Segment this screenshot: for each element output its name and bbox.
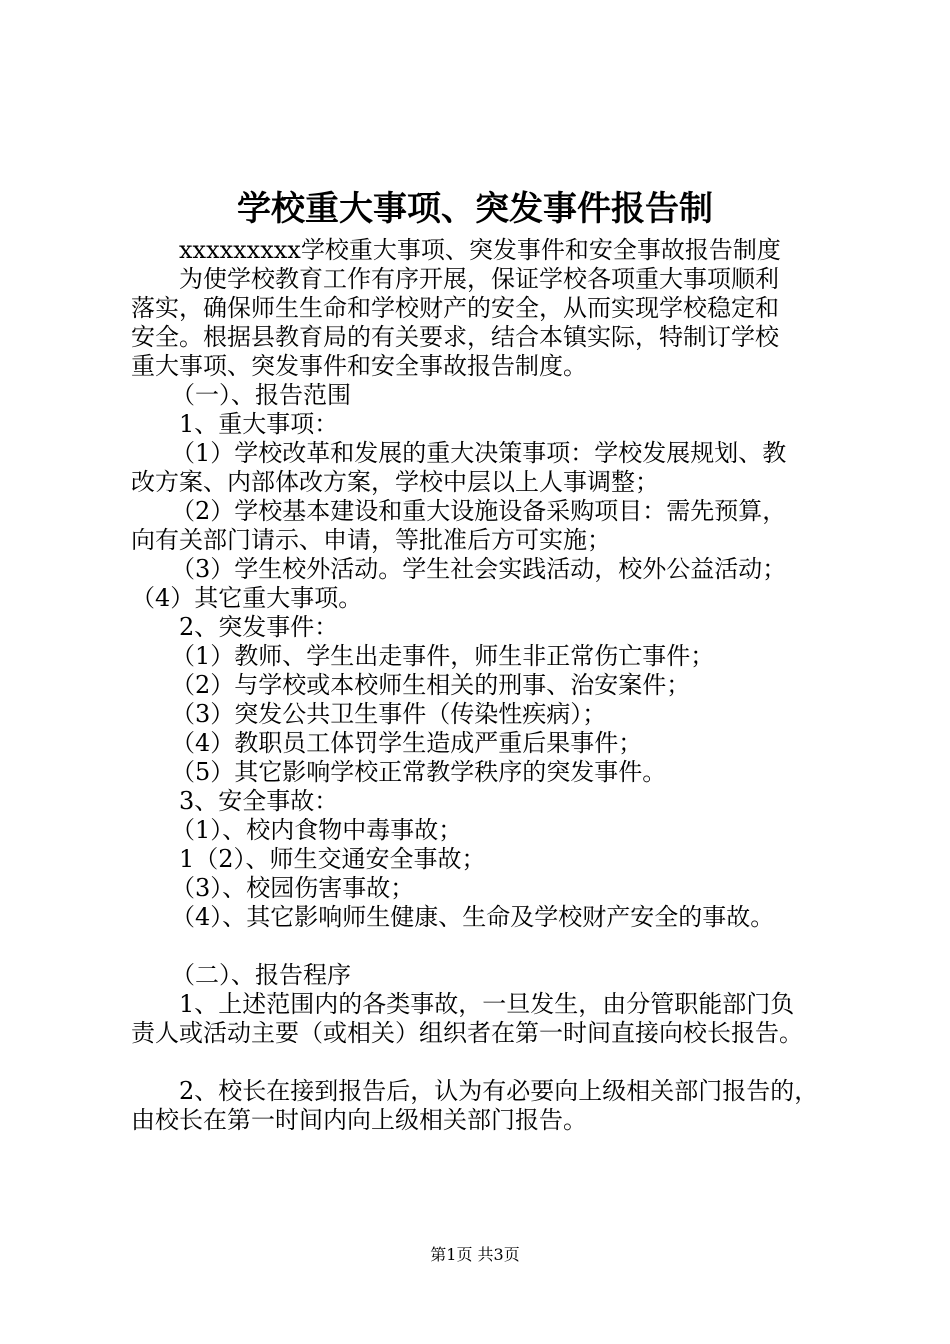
paragraph-line: （1）、校内食物中毒事故； <box>171 816 463 844</box>
paragraph-line: （3）、校园伤害事故； <box>171 874 415 902</box>
blank-line <box>131 932 831 961</box>
page-footer: 第1页 共3页 <box>430 1245 520 1264</box>
paragraph-line: 向有关部门请示、申请，等批准后方可实施； <box>131 526 611 554</box>
paragraph-line: （一）、报告范围 <box>171 381 351 409</box>
paragraph-line: （2）学校基本建设和重大设施设备采购项目：需先预算， <box>171 497 787 525</box>
paragraph-line: （4）教职员工体罚学生造成严重后果事件； <box>171 729 643 757</box>
document-body <box>131 236 831 1135</box>
paragraph-line: （4）其它重大事项。 <box>131 584 363 612</box>
paragraph-line: 由校长在第一时间内向上级相关部门报告。 <box>131 1106 587 1134</box>
paragraph-line: 改方案、内部体改方案，学校中层以上人事调整； <box>131 468 659 496</box>
paragraph-line: （1）教师、学生出走事件，师生非正常伤亡事件； <box>171 642 715 670</box>
paragraph-line: 2、突发事件： <box>179 613 339 641</box>
paragraph-line: 1、重大事项： <box>179 410 339 438</box>
paragraph-line: 1、上述范围内的各类事故，一旦发生，由分管职能部门负 <box>179 990 795 1018</box>
paragraph-line: 3、安全事故： <box>179 787 339 815</box>
paragraph-line: 2、校长在接到报告后，认为有必要向上级相关部门报告的， <box>179 1077 819 1105</box>
paragraph-line: （二）、报告程序 <box>171 961 351 989</box>
paragraph-line: 为使学校教育工作有序开展，保证学校各项重大事项顺利 <box>179 265 779 293</box>
paragraph-line: 责人或活动主要（或相关）组织者在第一时间直接向校长报告。 <box>131 1019 803 1047</box>
paragraph-line: （5）其它影响学校正常教学秩序的突发事件。 <box>171 758 667 786</box>
paragraph-line: 安全。根据县教育局的有关要求，结合本镇实际，特制订学校 <box>131 323 779 351</box>
paragraph-line: （4）、其它影响师生健康、生命及学校财产安全的事故。 <box>171 903 775 931</box>
paragraph-line: 重大事项、突发事件和安全事故报告制度。 <box>131 352 587 380</box>
blank-line <box>131 1048 831 1077</box>
paragraph-line: 落实，确保师生生命和学校财产的安全，从而实现学校稳定和 <box>131 294 779 322</box>
paragraph-line: （1）学校改革和发展的重大决策事项：学校发展规划、教 <box>171 439 787 467</box>
paragraph-line: xxxxxxxxx学校重大事项、突发事件和安全事故报告制度 <box>179 236 781 264</box>
document-title: 学校重大事项、突发事件报告制 <box>237 189 713 229</box>
paragraph-line: （3）学生校外活动。学生社会实践活动，校外公益活动； <box>171 555 787 583</box>
paragraph-line: （3）突发公共卫生事件（传染性疾病）； <box>171 700 607 728</box>
paragraph-line: 1（2）、师生交通安全事故； <box>179 845 486 873</box>
paragraph-line: （2）与学校或本校师生相关的刑事、治安案件； <box>171 671 691 699</box>
